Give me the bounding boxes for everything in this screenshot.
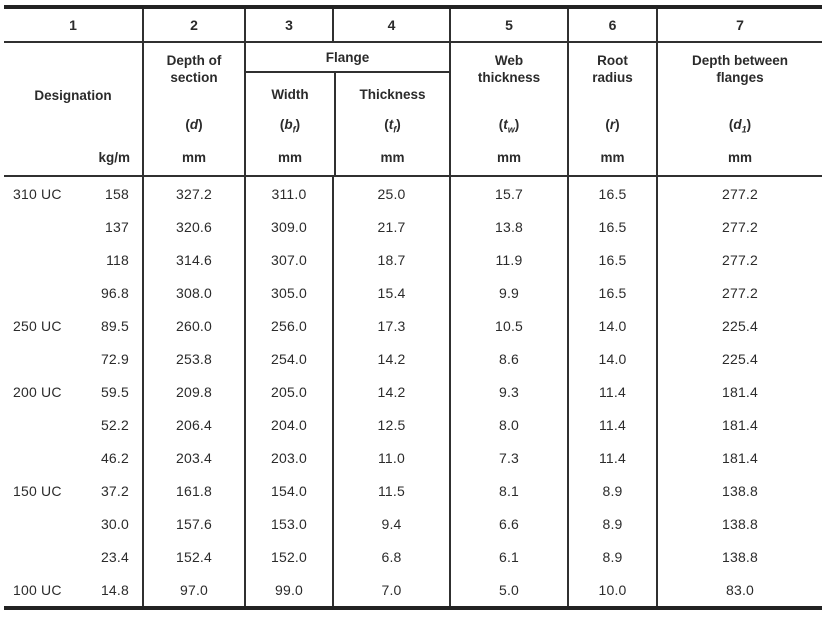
table-header-row xyxy=(4,43,822,177)
cell-depth-between-flanges: 83.0 xyxy=(656,573,822,606)
cell-depth-of-section: 260.0 xyxy=(142,309,244,342)
designation-mass: 46.2 xyxy=(100,449,129,466)
table-row xyxy=(4,441,822,474)
cell-designation xyxy=(4,441,142,474)
designation-mass: 14.8 xyxy=(100,581,129,598)
cell-depth-of-section: 253.8 xyxy=(142,342,244,375)
cell-root-radius: 11.4 xyxy=(567,375,656,408)
designation-series: 100 UC xyxy=(13,581,62,598)
cell-flange-width: 254.0 xyxy=(244,342,332,375)
cell-flange-width: 152.0 xyxy=(244,540,332,573)
column-number-7: 7 xyxy=(656,9,822,41)
cell-depth-between-flanges: 181.4 xyxy=(656,408,822,441)
column-number-row xyxy=(4,9,822,43)
cell-depth-between-flanges: 277.2 xyxy=(656,276,822,309)
column-number-1: 1 xyxy=(69,17,77,33)
cell-root-radius: 16.5 xyxy=(567,243,656,276)
cell-depth-between-flanges: 277.2 xyxy=(656,210,822,243)
column-number-3: 3 xyxy=(244,9,332,41)
table-body xyxy=(4,177,822,606)
cell-web-thickness: 11.9 xyxy=(449,243,567,276)
header-designation-label: Designation xyxy=(34,87,112,103)
cell-flange-thickness: 18.7 xyxy=(332,243,449,276)
cell-web-thickness: 13.8 xyxy=(449,210,567,243)
cell-flange-width: 205.0 xyxy=(244,375,332,408)
designation-mass: 30.0 xyxy=(100,515,129,532)
designation-mass: 59.5 xyxy=(100,383,129,400)
column-number-4: 4 xyxy=(332,9,449,41)
cell-depth-of-section: 314.6 xyxy=(142,243,244,276)
table-row xyxy=(4,243,822,276)
cell-designation xyxy=(4,342,142,375)
cell-root-radius: 8.9 xyxy=(567,474,656,507)
cell-depth-of-section: 203.4 xyxy=(142,441,244,474)
cell-flange-width: 256.0 xyxy=(244,309,332,342)
table-row xyxy=(4,540,822,573)
cell-flange-thickness: 9.4 xyxy=(332,507,449,540)
header-flange-thickness-symbol: $(t_f)$ xyxy=(384,117,401,135)
cell-designation xyxy=(4,309,142,342)
header-flange-group xyxy=(244,43,449,175)
cell-depth-between-flanges: 138.8 xyxy=(656,474,822,507)
header-designation-unit: kg/m xyxy=(98,150,130,165)
header-depth-of-section-unit: mm xyxy=(181,150,206,165)
cell-depth-of-section: 308.0 xyxy=(142,276,244,309)
header-designation xyxy=(4,43,142,175)
designation-mass: 118 xyxy=(106,251,129,268)
table-row xyxy=(4,276,822,309)
header-flange-width-unit: mm xyxy=(277,150,302,165)
cell-flange-thickness: 11.0 xyxy=(332,441,449,474)
cell-depth-of-section: 97.0 xyxy=(142,573,244,606)
cell-flange-thickness: 11.5 xyxy=(332,474,449,507)
cell-web-thickness: 6.6 xyxy=(449,507,567,540)
cell-web-thickness: 9.9 xyxy=(449,276,567,309)
cell-designation xyxy=(4,540,142,573)
designation-mass: 37.2 xyxy=(100,482,129,499)
cell-flange-thickness: 6.8 xyxy=(332,540,449,573)
cell-flange-thickness: 7.0 xyxy=(332,573,449,606)
header-web-thickness xyxy=(449,43,567,175)
header-flange-width-label: Width xyxy=(271,86,309,102)
header-flange-width-symbol: $(b_f)$ xyxy=(279,117,301,135)
header-depth-between-flanges-label: Depth between flanges xyxy=(691,53,788,85)
cell-flange-width: 154.0 xyxy=(244,474,332,507)
cell-depth-of-section: 320.6 xyxy=(142,210,244,243)
column-number-5: 5 xyxy=(449,9,567,41)
cell-depth-of-section: 206.4 xyxy=(142,408,244,441)
header-web-thickness-symbol: $(t_w)$ xyxy=(498,117,520,135)
cell-web-thickness: 8.0 xyxy=(449,408,567,441)
cell-designation xyxy=(4,243,142,276)
cell-flange-width: 153.0 xyxy=(244,507,332,540)
header-flange-thickness-unit: mm xyxy=(380,150,405,165)
cell-designation xyxy=(4,573,142,606)
cell-web-thickness: 8.1 xyxy=(449,474,567,507)
header-flange-subcolumns xyxy=(246,73,449,175)
cell-flange-width: 307.0 xyxy=(244,243,332,276)
designation-mass: 158 xyxy=(105,185,129,202)
cell-web-thickness: 15.7 xyxy=(449,177,567,210)
cell-web-thickness: 6.1 xyxy=(449,540,567,573)
header-flange-label: Flange xyxy=(246,43,449,73)
header-depth-between-flanges xyxy=(656,43,822,175)
cell-designation xyxy=(4,276,142,309)
header-root-radius xyxy=(567,43,656,175)
table-row xyxy=(4,375,822,408)
cell-web-thickness: 5.0 xyxy=(449,573,567,606)
cell-depth-of-section: 161.8 xyxy=(142,474,244,507)
cell-depth-between-flanges: 277.2 xyxy=(656,177,822,210)
cell-designation xyxy=(4,177,142,210)
cell-flange-thickness: 14.2 xyxy=(332,375,449,408)
cell-root-radius: 8.9 xyxy=(567,540,656,573)
header-web-thickness-unit: mm xyxy=(496,150,521,165)
header-flange-thickness xyxy=(334,73,449,175)
header-flange-width xyxy=(246,73,334,175)
header-root-radius-unit: mm xyxy=(600,150,625,165)
cell-designation xyxy=(4,375,142,408)
cell-flange-thickness: 25.0 xyxy=(332,177,449,210)
cell-root-radius: 16.5 xyxy=(567,276,656,309)
table-row xyxy=(4,573,822,606)
cell-root-radius: 11.4 xyxy=(567,441,656,474)
cell-root-radius: 10.0 xyxy=(567,573,656,606)
cell-flange-width: 305.0 xyxy=(244,276,332,309)
cell-designation xyxy=(4,474,142,507)
cell-root-radius: 16.5 xyxy=(567,177,656,210)
cell-flange-thickness: 14.2 xyxy=(332,342,449,375)
cell-flange-width: 204.0 xyxy=(244,408,332,441)
cell-depth-of-section: 152.4 xyxy=(142,540,244,573)
table-row xyxy=(4,507,822,540)
header-flange-thickness-label: Thickness xyxy=(359,86,426,102)
cell-depth-between-flanges: 225.4 xyxy=(656,309,822,342)
header-depth-between-flanges-symbol: $(d_1)$ xyxy=(728,117,752,135)
column-number-6: 6 xyxy=(567,9,656,41)
header-depth-of-section-symbol: (d) xyxy=(185,117,203,132)
table-row xyxy=(4,309,822,342)
cell-root-radius: 16.5 xyxy=(567,210,656,243)
cell-designation xyxy=(4,408,142,441)
cell-depth-between-flanges: 181.4 xyxy=(656,375,822,408)
table-row xyxy=(4,474,822,507)
cell-depth-of-section: 209.8 xyxy=(142,375,244,408)
cell-depth-between-flanges: 225.4 xyxy=(656,342,822,375)
column-number-2: 2 xyxy=(142,9,244,41)
designation-series: 250 UC xyxy=(13,317,62,334)
designation-mass: 137 xyxy=(105,218,129,235)
designation-mass: 96.8 xyxy=(100,284,129,301)
header-depth-of-section xyxy=(142,43,244,175)
cell-web-thickness: 7.3 xyxy=(449,441,567,474)
cell-designation xyxy=(4,507,142,540)
designation-mass: 23.4 xyxy=(100,548,129,565)
cell-flange-width: 309.0 xyxy=(244,210,332,243)
cell-flange-width: 311.0 xyxy=(244,177,332,210)
designation-series: 200 UC xyxy=(13,383,62,400)
header-depth-of-section-label: Depth of section xyxy=(166,53,222,85)
cell-flange-thickness: 21.7 xyxy=(332,210,449,243)
cell-flange-width: 99.0 xyxy=(244,573,332,606)
header-root-radius-label: Root radius xyxy=(592,53,633,85)
table-row xyxy=(4,342,822,375)
cell-depth-between-flanges: 138.8 xyxy=(656,507,822,540)
cell-flange-thickness: 15.4 xyxy=(332,276,449,309)
header-root-radius-symbol: (r) xyxy=(605,117,620,132)
cell-depth-between-flanges: 277.2 xyxy=(656,243,822,276)
cell-depth-of-section: 157.6 xyxy=(142,507,244,540)
cell-root-radius: 8.9 xyxy=(567,507,656,540)
designation-series: 150 UC xyxy=(13,482,62,499)
cell-depth-between-flanges: 138.8 xyxy=(656,540,822,573)
cell-web-thickness: 8.6 xyxy=(449,342,567,375)
table-row xyxy=(4,177,822,210)
cell-flange-width: 203.0 xyxy=(244,441,332,474)
cell-flange-thickness: 12.5 xyxy=(332,408,449,441)
cell-depth-between-flanges: 181.4 xyxy=(656,441,822,474)
cell-root-radius: 11.4 xyxy=(567,408,656,441)
cell-depth-of-section: 327.2 xyxy=(142,177,244,210)
designation-mass: 89.5 xyxy=(100,317,129,334)
table-row xyxy=(4,408,822,441)
cell-web-thickness: 9.3 xyxy=(449,375,567,408)
cell-designation xyxy=(4,210,142,243)
uc-section-dimensions-table xyxy=(4,5,822,610)
designation-mass: 72.9 xyxy=(100,350,129,367)
designation-series: 310 UC xyxy=(13,185,62,202)
header-web-thickness-label: Web thickness xyxy=(477,53,541,85)
designation-mass: 52.2 xyxy=(100,416,129,433)
table-row xyxy=(4,210,822,243)
cell-flange-thickness: 17.3 xyxy=(332,309,449,342)
cell-web-thickness: 10.5 xyxy=(449,309,567,342)
cell-root-radius: 14.0 xyxy=(567,309,656,342)
header-depth-between-flanges-unit: mm xyxy=(727,150,752,165)
cell-root-radius: 14.0 xyxy=(567,342,656,375)
